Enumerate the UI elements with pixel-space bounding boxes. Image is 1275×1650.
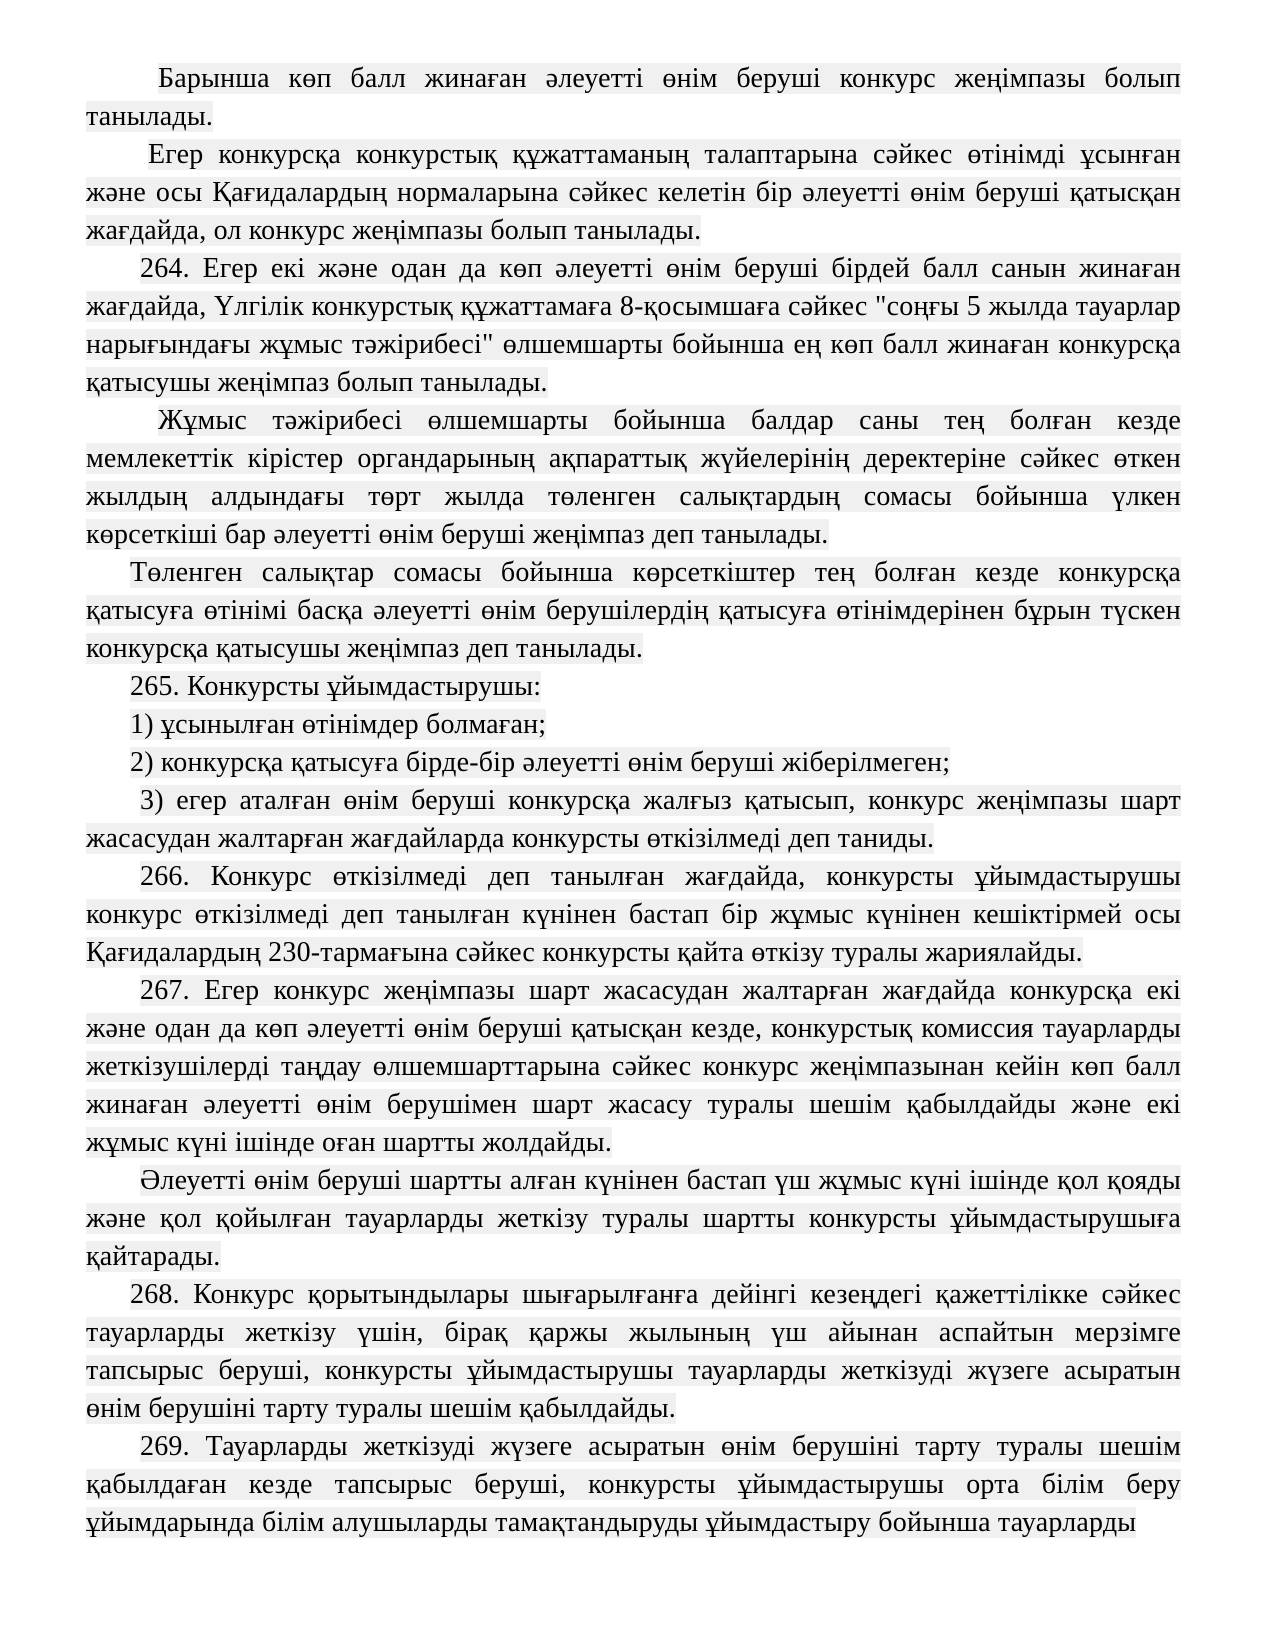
paragraph-text: 1) ұсынылған өтінімдер болмаған; <box>130 709 547 740</box>
paragraph-text: Барынша көп балл жинаған әлеуетті өнім беруші конкурс жеңімпазы болып танылады. <box>86 63 1181 132</box>
paragraph-text: Әлеуетті өнім беруші шартты алған күнінен бастап үш жұмыс күні ішінде қол қояды және қол қойылған тауарларды жеткізу туралы шартты конкурсты ұйымдастырушыға қайтарады. <box>86 1165 1181 1272</box>
paragraph-266 <box>86 858 1181 972</box>
paragraph <box>86 136 1181 250</box>
paragraph-265 <box>86 668 1181 706</box>
list-item-1 <box>86 706 1181 744</box>
paragraph-text: Егер конкурсқа конкурстық құжаттаманың талаптарына сәйкес өтінімді ұсынған және осы Қағидалардың нормаларына сәйкес келетін бір әлеуетті өнім беруші қатысқан жағдайда, ол конкурс жеңімпазы болып танылады. <box>86 139 1181 246</box>
list-item-2 <box>86 744 1181 782</box>
paragraph-264 <box>86 250 1181 402</box>
paragraph <box>86 402 1181 554</box>
paragraph <box>86 60 1181 136</box>
paragraph-text: Төленген салықтар сомасы бойынша көрсеткіштер тең болған кезде конкурсқа қатысуға өтінімі басқа әлеуетті өнім берушілердің қатысуға өтінімдерінен бұрын түскен конкурсқа қатысушы жеңімпаз деп танылады. <box>86 557 1181 664</box>
paragraph-text: 269. Тауарларды жеткізуді жүзеге асыратын өнім берушіні тарту туралы шешім қабылдаған кезде тапсырыс беруші, конкурсты ұйымдастырушы орта білім беру ұйымдарында білім алушыларды тамақтандыруды ұйымдастыру бойынша тауарларды <box>86 1431 1181 1538</box>
paragraph-268 <box>86 1276 1181 1428</box>
document-text-block <box>86 60 1181 1542</box>
paragraph-269 <box>86 1428 1181 1542</box>
paragraph-text: 3) егер аталған өнім беруші конкурсқа жалғыз қатысып, конкурс жеңімпазы шарт жасасудан жалтарған жағдайларда конкурсты өткізілмеді деп таниды. <box>86 785 1181 854</box>
paragraph-text: 264. Егер екі және одан да көп әлеуетті өнім беруші бірдей балл санын жинаған жағдайда, Үлгілік конкурстық құжаттамаға 8-қосымшаға сәйкес "соңғы 5 жылда тауарлар нарығындағы жұмыс тәжірибесі" өлшемшарты бойынша ең көп балл жинаған конкурсқа қатысушы жеңімпаз болып танылады. <box>86 253 1181 398</box>
paragraph <box>86 554 1181 668</box>
paragraph <box>86 1162 1181 1276</box>
paragraph-text: Жұмыс тәжірибесі өлшемшарты бойынша балдар саны тең болған кезде мемлекеттік кірістер органдарының ақпараттық жүйелерінің деректеріне сәйкес өткен жылдың алдындағы төрт жылда төленген салықтардың сомасы бойынша үлкен көрсеткіші бар әлеуетті өнім беруші жеңімпаз деп танылады. <box>86 405 1181 550</box>
paragraph-267 <box>86 972 1181 1162</box>
list-item-3 <box>86 782 1181 858</box>
paragraph-text: 2) конкурсқа қатысуға бірде-бір әлеуетті өнім беруші жіберілмеген; <box>130 747 951 778</box>
paragraph-text: 265. Конкурсты ұйымдастырушы: <box>130 671 542 702</box>
paragraph-text: 268. Конкурс қорытындылары шығарылғанға дейінгі кезеңдегі қажеттілікке сәйкес тауарларды жеткізу үшін, бірақ қаржы жылының үш айынан аспайтын мерзімге тапсырыс беруші, конкурсты ұйымдастырушы тауарларды жеткізуді жүзеге асыратын өнім берушіні тарту туралы шешім қабылдайды. <box>86 1279 1181 1424</box>
paragraph-text: 267. Егер конкурс жеңімпазы шарт жасасудан жалтарған жағдайда конкурсқа екі және одан да көп әлеуетті өнім беруші қатысқан кезде, конкурстық комиссия тауарларды жеткізушілерді таңдау өлшемшарттарына сәйкес конкурс жеңімпазынан кейін көп балл жинаған әлеуетті өнім берушімен шарт жасасу туралы шешім қабылдайды және екі жұмыс күні ішінде оған шартты жолдайды. <box>86 975 1181 1158</box>
paragraph-text: 266. Конкурс өткізілмеді деп танылған жағдайда, конкурсты ұйымдастырушы конкурс өткізілмеді деп танылған күнінен бастап бір жұмыс күнінен кешіктірмей осы Қағидалардың 230-тармағына сәйкес конкурсты қайта өткізу туралы жариялайды. <box>86 861 1181 968</box>
